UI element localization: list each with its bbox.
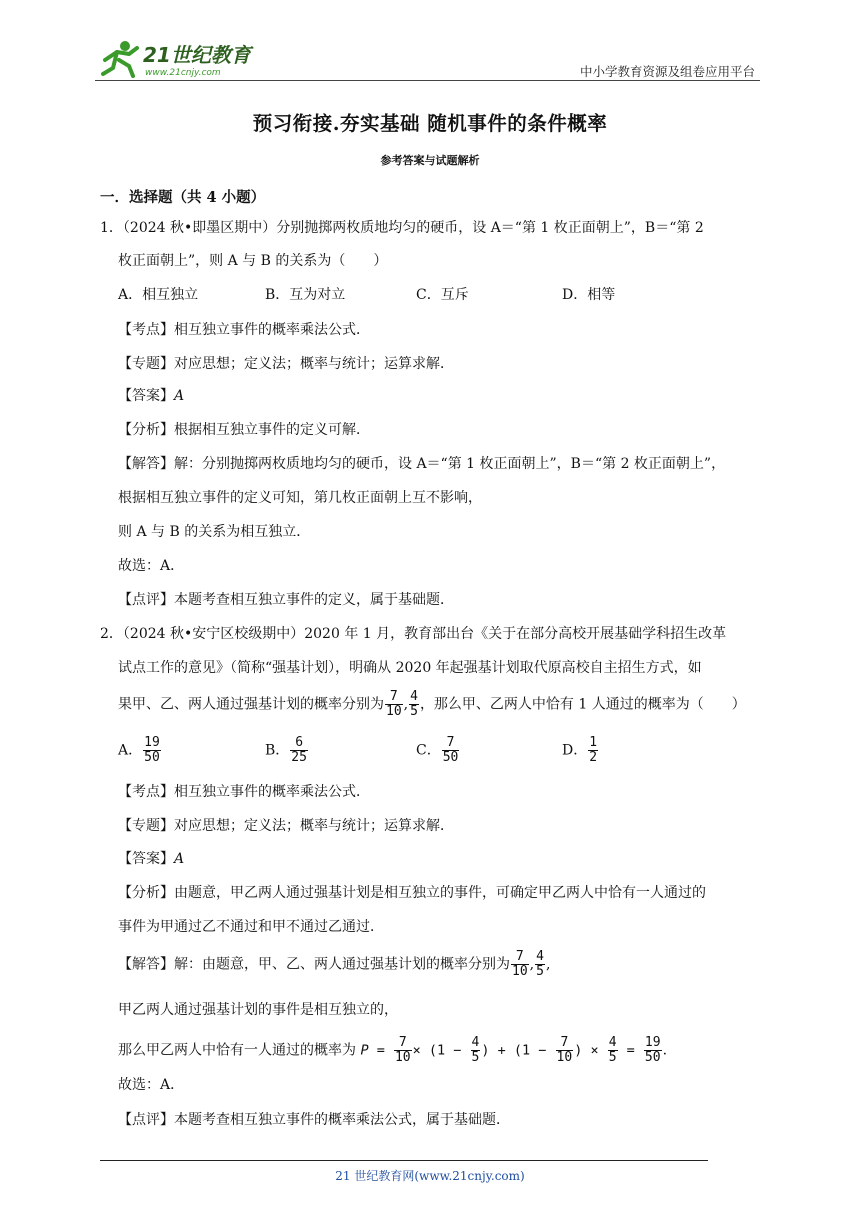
- q1-solution-line1: 【解答】解：分别抛掷两枚质地均匀的硬币，设 A＝“第 1 枚正面朝上”，B＝“第 2 枚正面朝上”，: [118, 456, 726, 472]
- q1-analysis: 【分析】根据相互独立事件的定义可解．: [118, 422, 370, 438]
- q1-option-b: B．互为对立: [265, 287, 346, 303]
- q2-solution-line3: 那么甲乙两人中恰有一人通过的概率为 P = $\frac{7}{10}$ × (1 − $\frac{4}{5}$ ) + (1 − $\frac{7}{10}$ ) × $\frac{4}{5}$ = $\frac{19}{50}$ .: [118, 1035, 668, 1065]
- q1-stem-line1: 1．（2024 秋•即墨区期中）分别抛掷两枚质地均匀的硬币，设 A＝“第 1 枚正面朝上”，B＝“第 2: [100, 220, 704, 236]
- q1-solution-line2: 根据相互独立事件的定义可知，第几枚正面朝上互不影响，: [118, 490, 482, 506]
- page-footer: 21 世纪教育网(www.21cnjy.com): [335, 1169, 525, 1183]
- logo-21cnjy: [95, 38, 265, 78]
- svg-text:www.21cnjy.com: www.21cnjy.com: [145, 68, 221, 78]
- section-heading: 一．选择题（共 4 小题）: [100, 189, 266, 206]
- q2-zhuanti: 【专题】对应思想；定义法；概率与统计；运算求解．: [118, 818, 454, 834]
- q1-choice: 故选：A．: [118, 558, 185, 574]
- q2-choice: 故选：A．: [118, 1077, 185, 1093]
- svg-text:21世纪教育: 21世纪教育: [143, 43, 251, 67]
- q1-solution-line3: 则 A 与 B 的关系为相互独立．: [118, 524, 311, 540]
- q1-comment: 【点评】本题考查相互独立事件的定义，属于基础题．: [118, 592, 454, 608]
- q2-answer: 【答案】A: [118, 851, 185, 867]
- q2-kaodian: 【考点】相互独立事件的概率乘法公式．: [118, 784, 370, 800]
- footer-divider: [100, 1160, 708, 1161]
- q1-answer: 【答案】A: [118, 388, 185, 404]
- runner-icon: [103, 41, 137, 76]
- q1-stem-line2: 枚正面朝上”，则 A 与 B 的关系为（ ）: [118, 253, 388, 269]
- q2-option-b: B． $\frac{6}{25}$: [265, 735, 307, 765]
- fraction: $\frac{7}{10}$: [386, 689, 402, 719]
- q1-zhuanti: 【专题】对应思想；定义法；概率与统计；运算求解．: [118, 356, 454, 372]
- page-title: 预习衔接.夯实基础 随机事件的条件概率: [252, 112, 608, 135]
- q2-comment: 【点评】本题考查相互独立事件的概率乘法公式，属于基础题．: [118, 1112, 510, 1128]
- q2-analysis-line1: 【分析】由题意，甲乙两人通过强基计划是相互独立的事件，可确定甲乙两人中恰有一人通过的: [118, 885, 706, 901]
- q2-solution-line1: 【解答】解：由题意，甲、乙、两人通过强基计划的概率分别为 $\frac{7}{10}$ , $\frac{4}{5}$ ,: [118, 949, 551, 979]
- q1-option-a: A．相互独立: [118, 287, 199, 303]
- q2-solution-line2: 甲乙两人通过强基计划的事件是相互独立的，: [118, 1002, 398, 1018]
- q2-stem-line3: 果甲、乙、两人通过强基计划的概率分别为 $\frac{7}{10}$ , $\frac{4}{5}$ ，那么甲、乙两人中恰有 1 人通过的概率为（ ）: [118, 689, 746, 719]
- q2-stem-line1: 2．（2024 秋•安宁区校级期中）2020 年 1 月，教育部出台《关于在部分高校开展基础学科招生改革: [100, 626, 727, 642]
- page-header: [95, 38, 760, 80]
- q2-option-a: A． $\frac{19}{50}$: [118, 735, 160, 765]
- q2-option-c: C． $\frac{7}{50}$: [416, 735, 459, 765]
- q2-stem-line2: 试点工作的意见》（简称“强基计划），明确从 2020 年起强基计划取代原高校自主招生方式，如: [118, 660, 702, 676]
- q1-option-c: C．互斥: [416, 287, 469, 303]
- header-divider: [95, 80, 760, 81]
- q1-kaodian: 【考点】相互独立事件的概率乘法公式．: [118, 322, 370, 338]
- q2-analysis-line2: 事件为甲通过乙不通过和甲不通过乙通过．: [118, 919, 384, 935]
- q1-option-d: D．相等: [562, 287, 616, 303]
- platform-name: 中小学教育资源及组卷应用平台: [579, 64, 755, 79]
- q2-option-d: D． $\frac{1}{2}$: [562, 735, 598, 765]
- fraction: $\frac{4}{5}$: [410, 689, 418, 719]
- page-subtitle: 参考答案与试题解析: [380, 154, 480, 167]
